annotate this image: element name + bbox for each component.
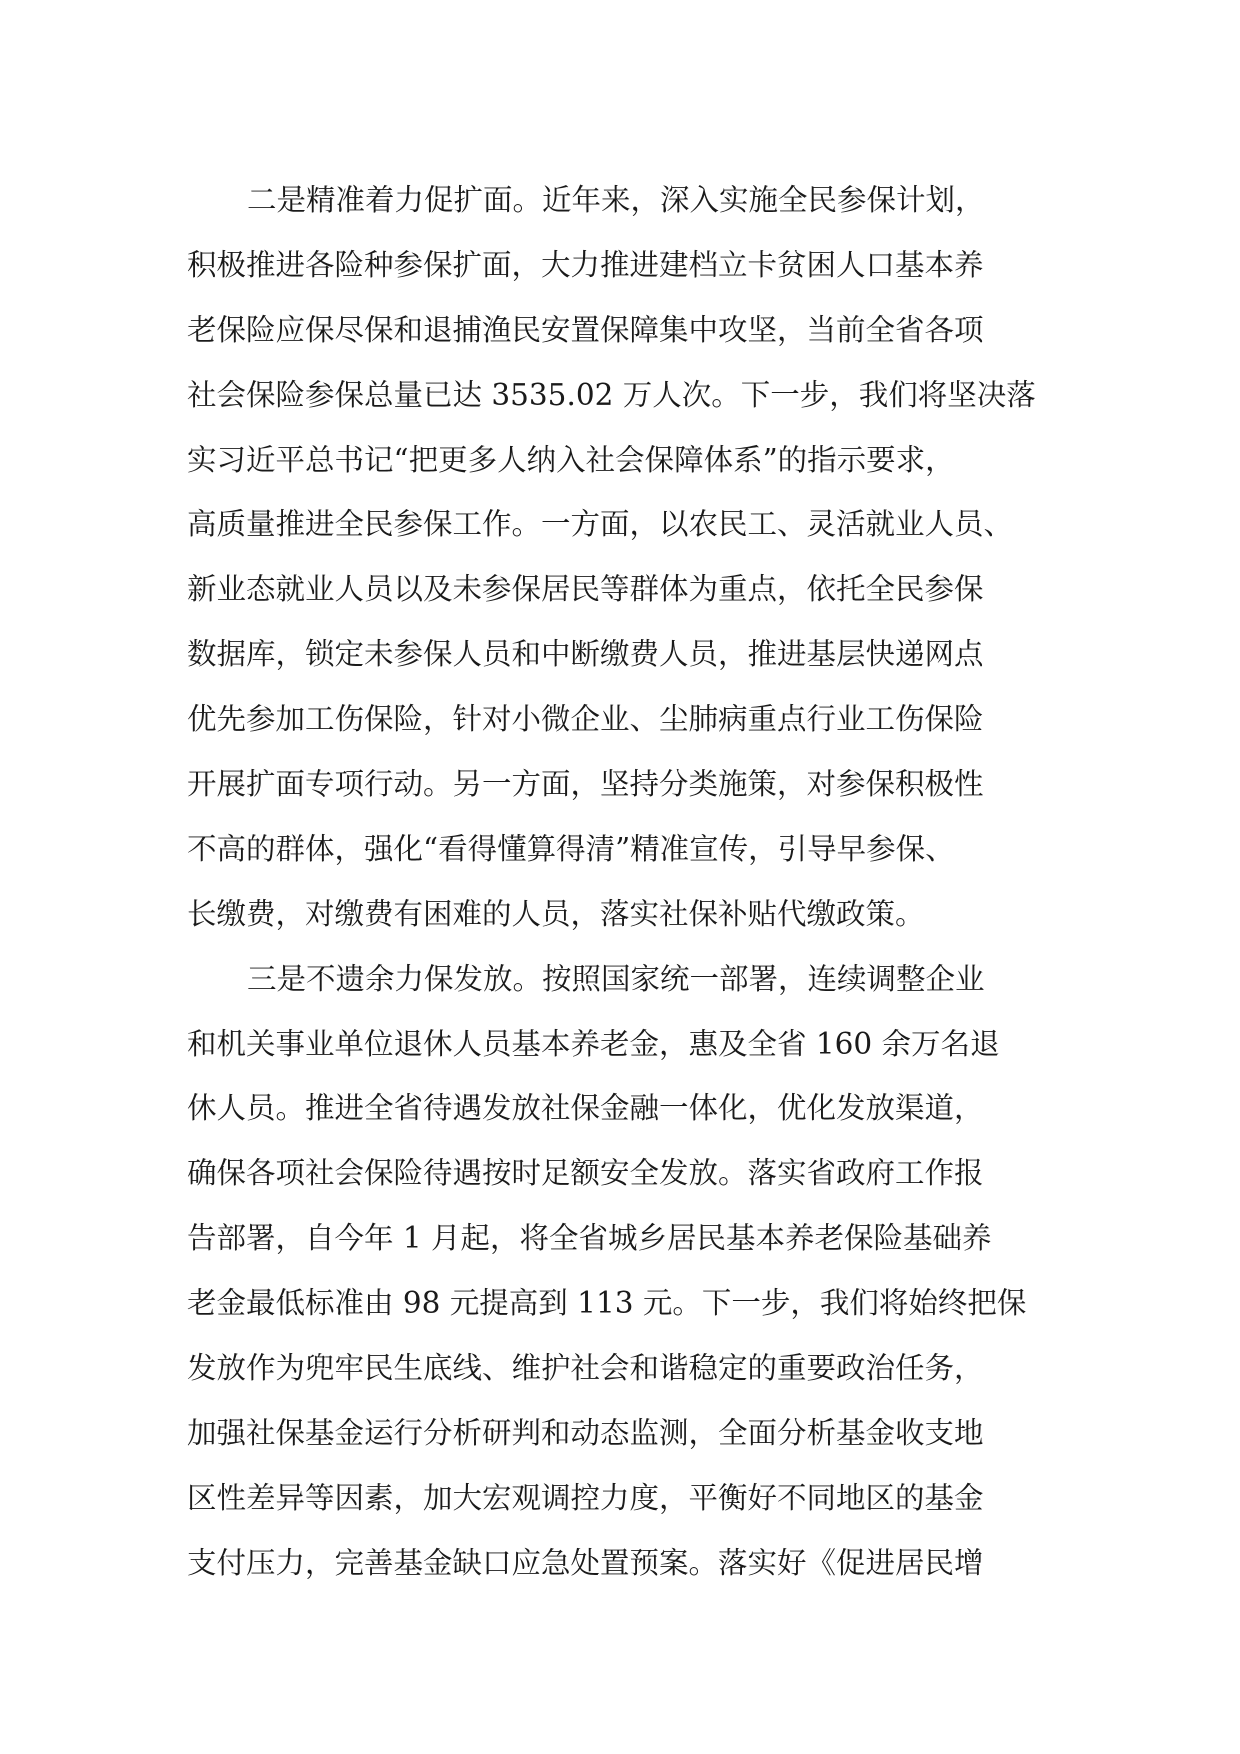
- text-line: 三是不遗余力保发放。按照国家统一部署，连续调整企业: [247, 961, 985, 996]
- text-line: 社会保险参保总量已达 3535.02 万人次。下一步，我们将坚决落: [187, 377, 1036, 412]
- text-line: 发放作为兜牢民生底线、维护社会和谐稳定的重要政治任务，: [187, 1351, 984, 1386]
- document-body: [187, 168, 1087, 1596]
- text-line: 确保各项社会保险待遇按时足额安全发放。落实省政府工作报: [187, 1156, 984, 1191]
- text-line: 积极推进各险种参保扩面，大力推进建档立卡贫困人口基本养: [187, 247, 984, 282]
- text-line: 二是精准着力促扩面。近年来，深入实施全民参保计划，: [247, 183, 985, 217]
- text-line: 不高的群体，强化“看得懂算得清”精准宣传，引导早参保、: [187, 831, 955, 866]
- text-line: 高质量推进全民参保工作。一方面，以农民工、灵活就业人员、: [187, 507, 1014, 542]
- text-line: 数据库，锁定未参保人员和中断缴费人员，推进基层快递网点: [187, 637, 984, 672]
- text-line: 长缴费，对缴费有困难的人员，落实社保补贴代缴政策。: [187, 896, 925, 931]
- text-line: 休人员。推进全省待遇发放社保金融一体化，优化发放渠道，: [187, 1091, 984, 1126]
- text-line: 开展扩面专项行动。另一方面，坚持分类施策，对参保积极性: [187, 767, 984, 802]
- text-line: 告部署，自今年 1 月起，将全省城乡居民基本养老保险基础养: [187, 1221, 992, 1256]
- text-line: 支付压力，完善基金缺口应急处置预案。落实好《促进居民增: [187, 1545, 984, 1580]
- text-line: 和机关事业单位退休人员基本养老金，惠及全省 160 余万名退: [187, 1026, 1000, 1061]
- text-line: 老金最低标准由 98 元提高到 113 元。下一步，我们将始终把保: [187, 1286, 1027, 1321]
- text-line: 区性差异等因素，加大宏观调控力度，平衡好不同地区的基金: [187, 1480, 984, 1515]
- text-line: 实习近平总书记“把更多人纳入社会保障体系”的指示要求，: [187, 442, 955, 477]
- text-line: 新业态就业人员以及未参保居民等群体为重点，依托全民参保: [187, 572, 984, 607]
- text-line: 老保险应保尽保和退捕渔民安置保障集中攻坚，当前全省各项: [187, 312, 984, 347]
- text-line: 优先参加工伤保险，针对小微企业、尘肺病重点行业工伤保险: [187, 702, 984, 737]
- text-line: 加强社保基金运行分析研判和动态监测，全面分析基金收支地: [187, 1415, 984, 1450]
